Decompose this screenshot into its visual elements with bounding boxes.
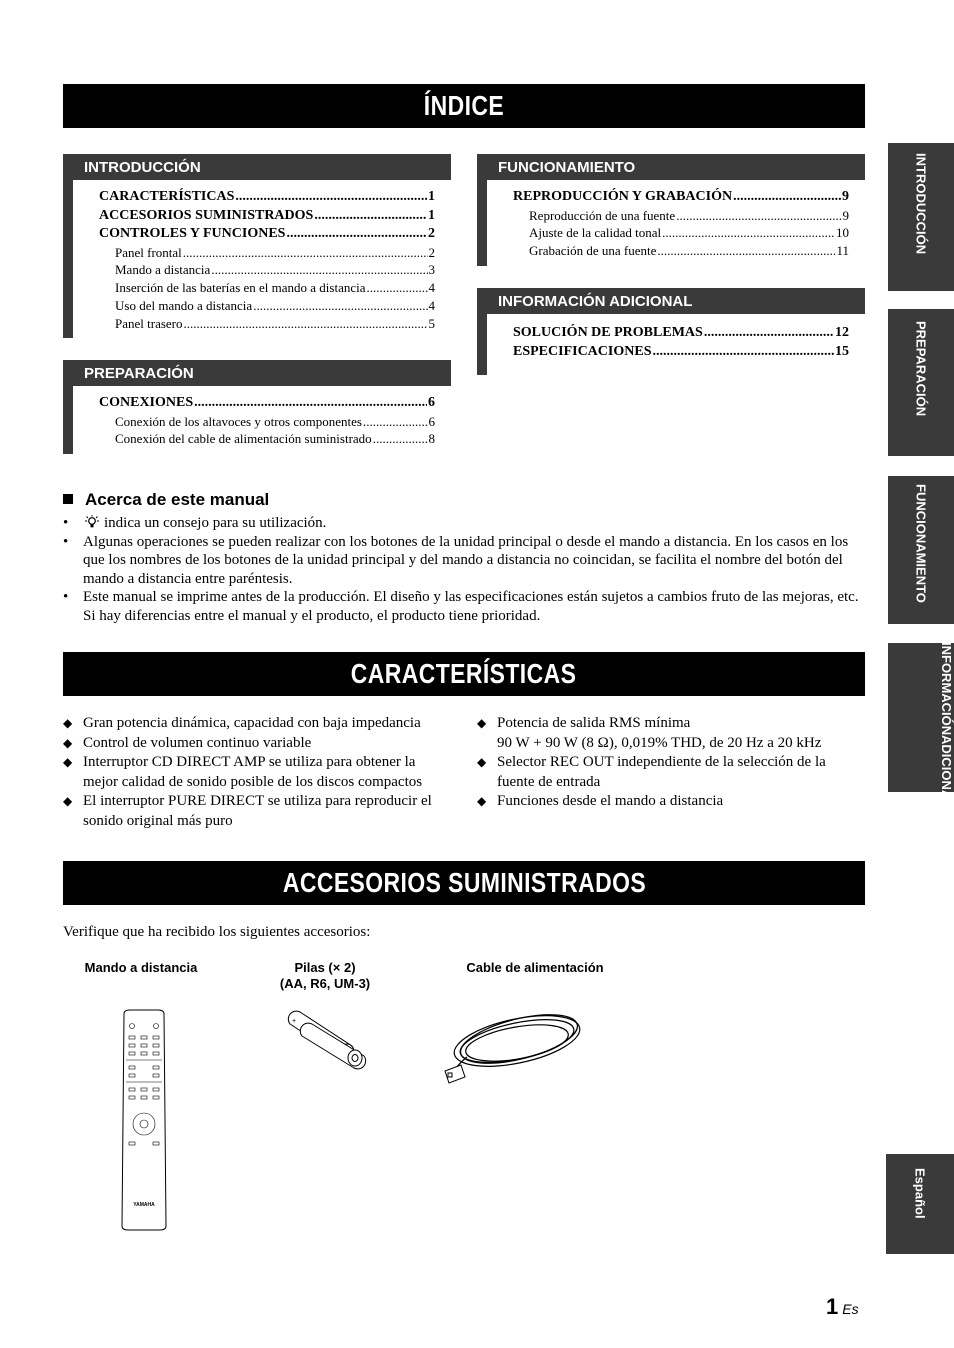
side-tab-introduccion[interactable]: INTRODUCCIÓN <box>888 143 954 291</box>
toc-link-solucion-problemas[interactable]: SOLUCIÓN DE PROBLEMAS ..... 12 <box>513 324 849 343</box>
toc-link-reproduccion[interactable]: REPRODUCCIÓN Y GRABACIÓN ..... 9 <box>513 188 849 207</box>
toc-link-panel-trasero[interactable]: Panel trasero ..... 5 <box>99 315 435 333</box>
toc-link-controles[interactable]: CONTROLES Y FUNCIONES ..... 2 <box>99 225 435 244</box>
remote-control-icon <box>120 1008 168 1232</box>
toc-link-conexiones[interactable]: CONEXIONES ..... 6 <box>99 394 435 413</box>
indice-banner <box>63 84 865 128</box>
label-mando: Mando a distancia <box>84 960 198 975</box>
toc-informacion-title: INFORMACIÓN ADICIONAL <box>477 288 865 314</box>
feature-item: ◆ Funciones desde el mando a distancia <box>477 792 865 812</box>
indice-title: ÍNDICE <box>423 90 505 121</box>
accesorios-title: ACCESORIOS SUMINISTRADOS <box>282 867 646 898</box>
toc-link-calidad-tonal[interactable]: Ajuste de la calidad tonal ..... 10 <box>513 224 849 242</box>
toc-link-cable-alimentacion[interactable]: Conexión del cable de alimentación suministrado ..... 8 <box>99 430 435 448</box>
toc-preparacion-title: PREPARACIÓN <box>63 360 451 386</box>
label-pilas: Pilas (× 2) (AA, R6, UM-3) <box>279 960 371 991</box>
toc-link-mando[interactable]: Mando a distancia ..... 3 <box>99 261 435 279</box>
feature-item: ◆ Interruptor CD DIRECT AMP se utiliza para obtener la mejor calidad de sonido posible de los discos compactos <box>63 753 453 792</box>
manual-heading: Acerca de este manual <box>63 490 269 510</box>
feature-item: ◆ El interruptor PURE DIRECT se utiliza para reproducir el sonido original más puro <box>63 792 453 831</box>
toc-link-panel-frontal[interactable]: Panel frontal ..... 2 <box>99 244 435 262</box>
caracteristicas-title: CARACTERÍSTICAS <box>351 658 577 689</box>
square-bullet-icon <box>63 494 73 504</box>
toc-link-uso-mando[interactable]: Uso del mando a distancia ..... 4 <box>99 297 435 315</box>
toc-funcionamiento <box>477 154 865 266</box>
toc-link-accesorios[interactable]: ACCESORIOS SUMINISTRADOS ..... 1 <box>99 207 435 226</box>
toc-informacion <box>477 288 865 375</box>
features-right <box>477 714 865 812</box>
toc-funcionamiento-list <box>477 180 865 266</box>
toc-informacion-list <box>477 314 865 375</box>
caracteristicas-banner <box>63 652 865 696</box>
toc-link-especificaciones[interactable]: ESPECIFICACIONES ..... 15 <box>513 343 849 362</box>
side-tab-preparacion[interactable]: PREPARACIÓN <box>888 309 954 456</box>
toc-preparacion <box>63 360 451 454</box>
toc-funcionamiento-title: FUNCIONAMIENTO <box>477 154 865 180</box>
manual-bullet-operaciones: • Algunas operaciones se pueden realizar con los botones de la unidad principal o desde el mando a distancia. En los casos en los que los nombres de los botones de la unidad principal y del mando a distancia no coincidan, se facilita el nombre del botón del mando a distancia entre paréntesis. <box>63 533 863 589</box>
page-lang: Es <box>842 1301 859 1317</box>
svg-text:+: + <box>292 1018 297 1025</box>
side-tab-informacion[interactable]: INFORMACIÓN ADICIONAL <box>888 643 954 792</box>
side-tab-espanol[interactable]: Español <box>886 1154 954 1254</box>
label-cable: Cable de alimentación <box>466 960 604 975</box>
manual-bullet-produccion: • Este manual se imprime antes de la producción. El diseño y las especificaciones están sujetos a cambios fruto de las mejoras, etc. Si hay diferencias entre el manual y el producto, el producto tiene prioridad. <box>63 588 863 625</box>
toc-link-caracteristicas[interactable]: CARACTERÍSTICAS ..... 1 <box>99 188 435 207</box>
feature-item: ◆ Gran potencia dinámica, capacidad con baja impedancia <box>63 714 453 734</box>
accesorios-intro: Verifique que ha recibido los siguientes accesorios: <box>63 924 371 940</box>
toc-introduccion-title: INTRODUCCIÓN <box>63 154 451 180</box>
lightbulb-icon <box>83 515 101 529</box>
side-tab-funcionamiento[interactable]: FUNCIONAMIENTO <box>888 476 954 624</box>
feature-item: ◆ Selector REC OUT independiente de la selección de la fuente de entrada <box>477 753 865 792</box>
toc-link-grabacion[interactable]: Grabación de una fuente ..... 11 <box>513 242 849 260</box>
feature-item-potencia: ◆ Potencia de salida RMS mínima 90 W + 90 W (8 Ω), 0,019% THD, de 20 Hz a 20 kHz <box>477 714 865 753</box>
toc-link-reproduccion-fuente[interactable]: Reproducción de una fuente ..... 9 <box>513 207 849 225</box>
feature-item: ◆ Control de volumen continuo variable <box>63 734 453 754</box>
remote-brand: YAMAHA <box>133 1202 155 1208</box>
features-left <box>63 714 453 831</box>
power-cable-icon <box>443 1005 585 1087</box>
manual-bullet-tip: • indica un consejo para su utilización. <box>63 514 863 533</box>
toc-preparacion-list <box>63 386 451 454</box>
page-number: 1 Es <box>826 1294 859 1319</box>
toc-introduccion-list <box>63 180 451 338</box>
batteries-icon <box>280 1010 372 1072</box>
accesorios-banner <box>63 861 865 905</box>
toc-link-baterias[interactable]: Inserción de las baterías en el mando a distancia ..... 4 <box>99 279 435 297</box>
manual-bullets <box>63 514 863 626</box>
toc-introduccion <box>63 154 451 338</box>
toc-link-altavoces[interactable]: Conexión de los altavoces y otros componentes ..... 6 <box>99 413 435 431</box>
